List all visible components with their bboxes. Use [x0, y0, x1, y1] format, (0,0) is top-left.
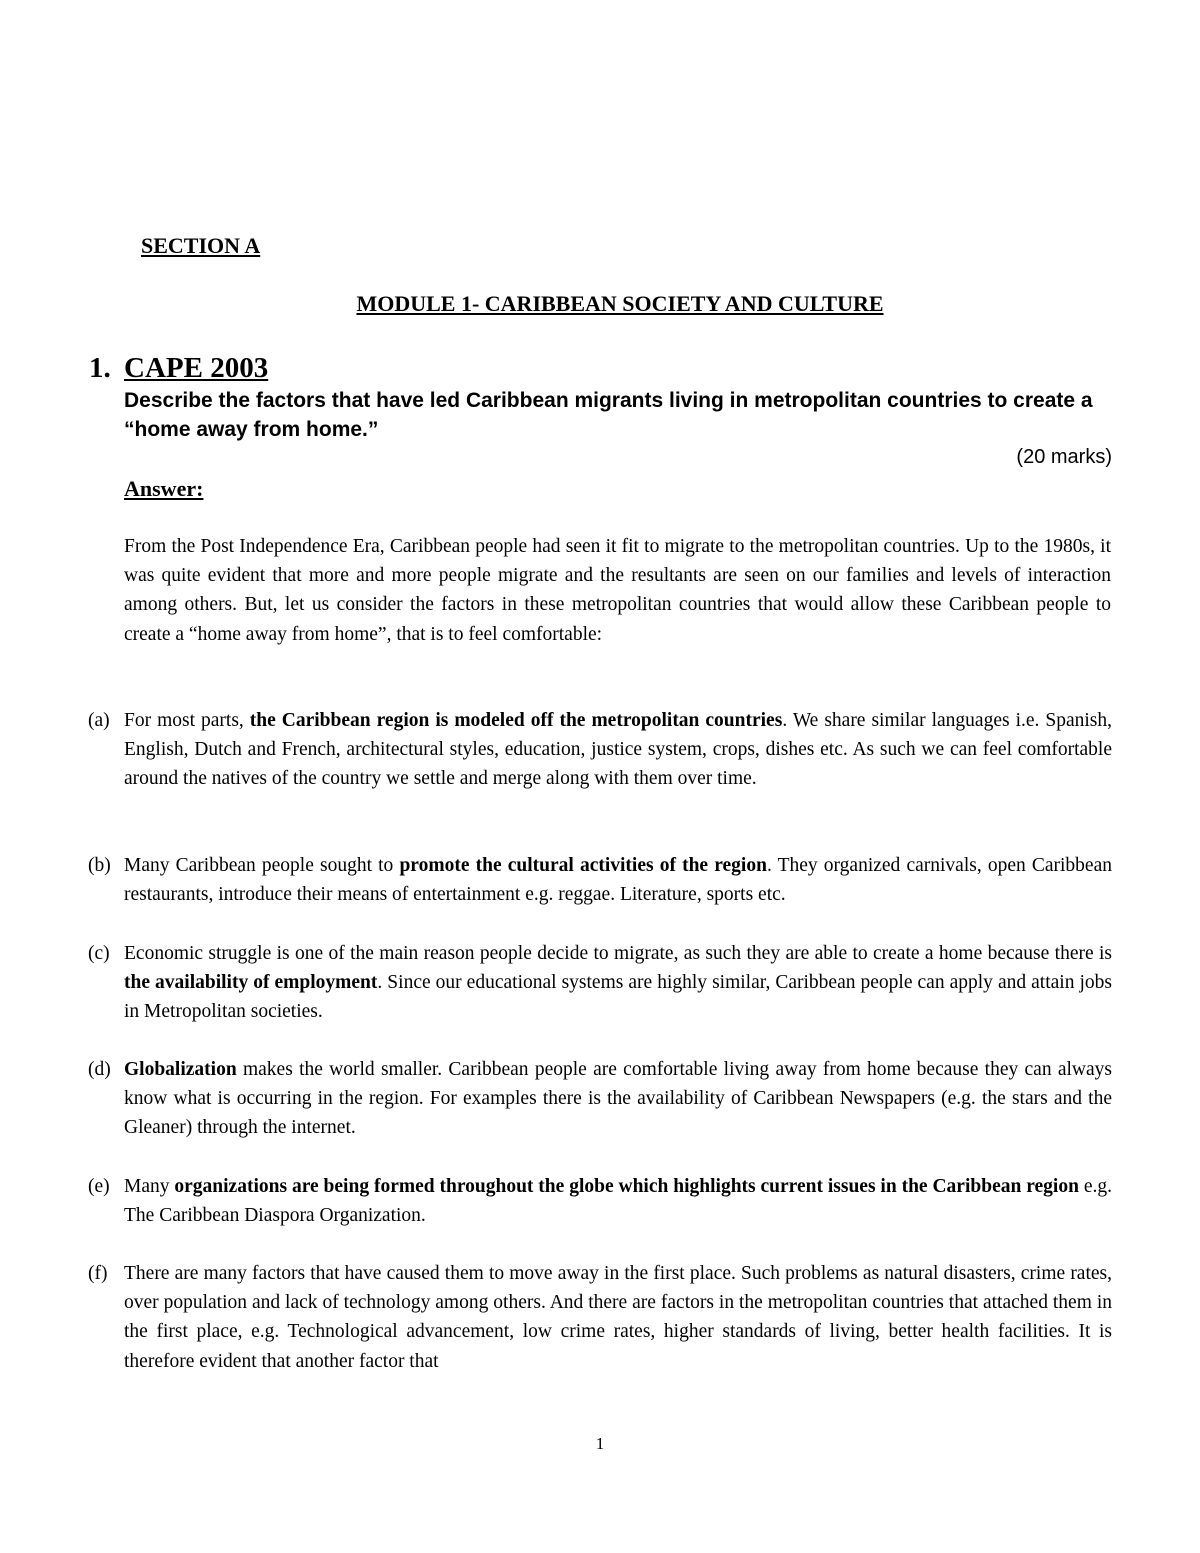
list-item-b — [88, 851, 1112, 909]
list-item-text — [124, 851, 1112, 909]
list-item-text — [124, 1055, 1112, 1143]
list-item-f — [88, 1259, 1112, 1376]
question-prompt: Describe the factors that have led Caribbean migrants living in metropolitan countries to create a “home away from home.” — [124, 389, 1093, 441]
list-item-text-post: . We share similar languages i.e. Spanish, English, Dutch and French, architectural styles, education, justice system, crops, dishes etc. As such we can feel comfortable around the natives of the country we settle and merge along with them over time. — [124, 710, 1113, 790]
list-item-text-pre: For most parts, — [124, 710, 250, 731]
list-item-text-bold: the availability of employment — [124, 972, 378, 994]
module-heading: MODULE 1- CARIBBEAN SOCIETY AND CULTURE — [356, 291, 884, 316]
list-item-label: (a) — [88, 710, 110, 731]
list-item-label: (f) — [88, 1263, 108, 1284]
list-item-text-post: . Since our educational systems are highly similar, Caribbean people can apply and attain jobs in Metropolitan societies. — [124, 972, 1112, 1023]
section-heading: SECTION A — [141, 233, 261, 258]
list-item-text-post: . They organized carnivals, open Caribbean restaurants, introduce their means of entertainment e.g. reggae. Literature, sports etc. — [124, 855, 1112, 906]
list-item-e — [88, 1172, 1112, 1230]
list-item-text — [124, 1172, 1112, 1230]
list-item-text — [124, 706, 1112, 794]
answer-intro-paragraph: From the Post Independence Era, Caribbean people had seen it fit to migrate to the metropolitan countries. Up to the 1980s, it was quite evident that more and more people migrate and the resultants are seen on our families and levels of interaction among others. But, let us consider the factors in these metropolitan countries that would allow these Caribbean people to create a “home away from home”, that is to feel comfortable: — [124, 536, 1111, 645]
list-item-label: (e) — [88, 1176, 110, 1197]
list-item-d — [88, 1055, 1112, 1143]
list-item-text-pre: Many — [124, 1176, 175, 1197]
question-number: 1. — [89, 352, 111, 384]
list-item-text-pre: There are many factors that have caused them to move away in the first place. Such problems as natural disasters, crime rates, over population and lack of technology among others. And there are factors in the metropolitan countries that attached them in the first place, e.g. Technological advancement, low crime rates, higher standards of living, better health facilities. It is therefore evident that another factor that — [124, 1263, 1112, 1372]
list-item-text-post: e.g. The Caribbean Diaspora Organization. — [124, 1176, 1112, 1227]
list-item-label: (d) — [88, 1059, 111, 1080]
list-item-text-post: makes the world smaller. Caribbean people are comfortable living away from home because they can always know what is occurring in the region. For examples there is the availability of Caribbean Newspapers (e.g. the stars and the Gleaner) through the internet. — [124, 1059, 1112, 1139]
list-item-text — [124, 1259, 1112, 1376]
answer-label: Answer: — [124, 476, 204, 501]
page-number: 1 — [595, 1434, 605, 1453]
list-item-text-bold: promote the cultural activities of the region — [399, 855, 767, 876]
list-item-text-pre: Economic struggle is one of the main reason people decide to migrate, as such they are able to create a home because there is — [124, 943, 1112, 964]
list-item-a — [88, 706, 1112, 794]
list-item-text-bold: organizations are being formed throughout the globe which highlights current issues in the Caribbean region — [174, 1176, 1079, 1197]
list-item-text-bold: Globalization — [124, 1059, 237, 1080]
list-item-label: (c) — [88, 943, 110, 964]
question-heading: CAPE 2003 — [124, 352, 269, 384]
list-item-c — [88, 939, 1112, 1027]
list-item-text-pre: Many Caribbean people sought to — [124, 855, 400, 876]
question-marks: (20 marks) — [1016, 446, 1112, 468]
list-item-text — [124, 939, 1112, 1027]
list-item-label: (b) — [88, 855, 111, 876]
list-item-text-bold: the Caribbean region is modeled off the metropolitan countries — [249, 710, 783, 731]
